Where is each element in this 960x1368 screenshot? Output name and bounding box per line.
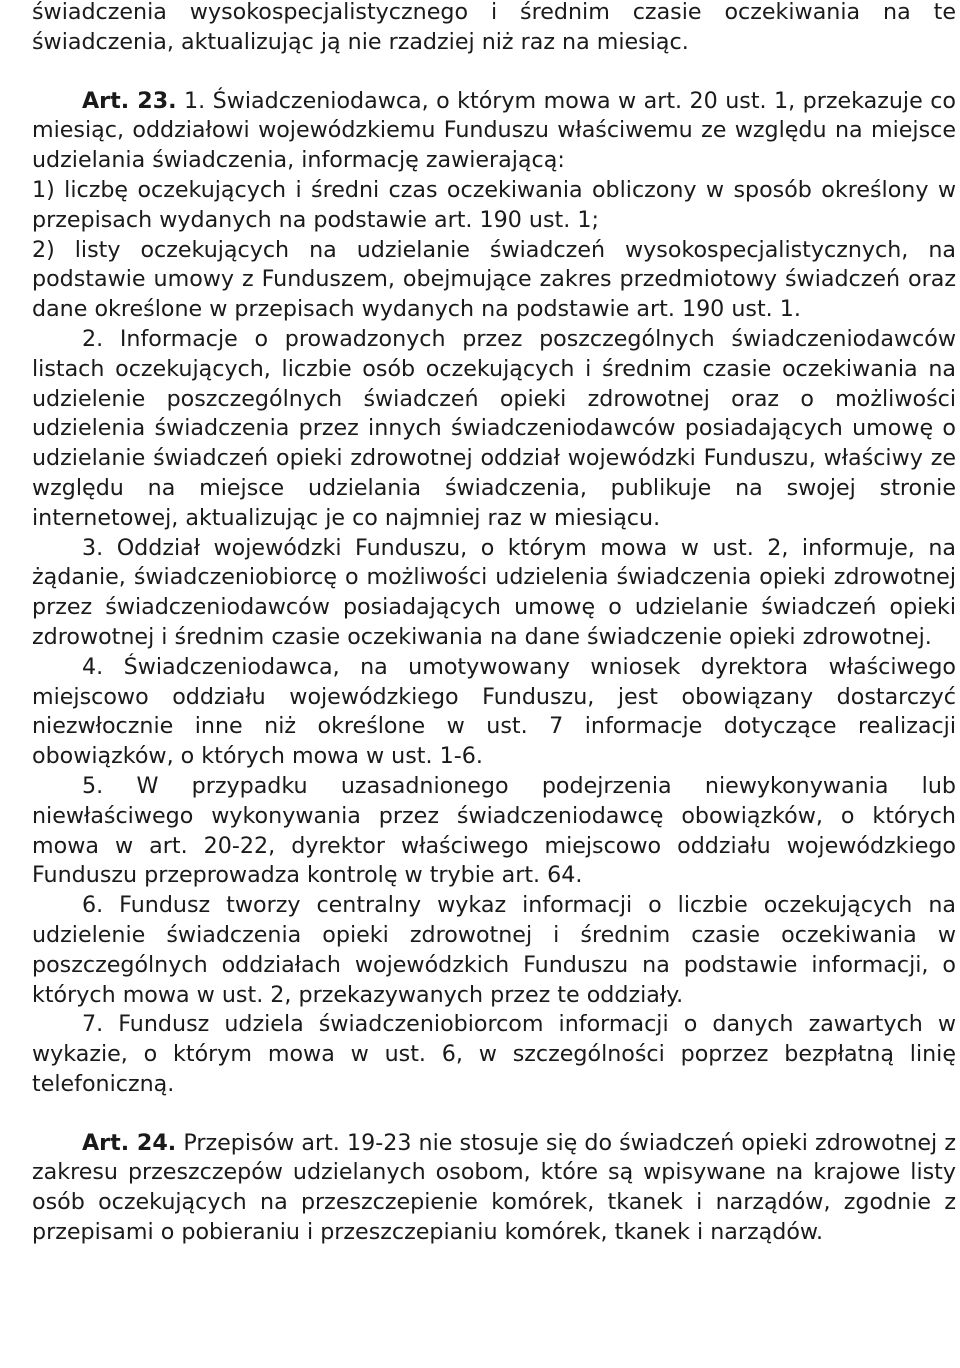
paragraph-number: 3.: [82, 534, 104, 561]
paragraph-text: Świadczeniodawca, na umotywowany wniosek dyrektora właściwego miejscowo oddziału wojewódzkiego Funduszu, jest obowiązany dostarczyć niezwłocznie inne niż określone w ust. 7 informacje dotyczące realizacji obowiązków, o których mowa w ust. 1-6.: [32, 653, 956, 770]
paragraph-text: Informacje o prowadzonych przez poszczególnych świadczeniodawców listach oczekujących, liczbie osób oczekujących i średnim czasie oczekiwania na udzielenie poszczególnych świadczeń opieki zdrowotnej oraz o możliwości udzielenia świadczenia przez innych świadczeniodawców posiadających umowę o udzielanie świadczeń opieki zdrowotnej oddział wojewódzki Funduszu, właściwy ze względu na miejsce udzielania świadczenia, publikuje na swojej stronie internetowej, aktualizując je co najmniej raz w miesiącu.: [32, 325, 956, 531]
article-23-label: Art. 23.: [82, 87, 177, 114]
article-23-paragraph-3: [32, 534, 956, 653]
article-23-paragraph-1: [32, 87, 956, 176]
paragraph-number: 2.: [82, 325, 104, 352]
article-23-paragraph-5: [32, 772, 956, 891]
article-23-paragraph-4: [32, 653, 956, 772]
paragraph-number: 1.: [184, 87, 206, 114]
paragraph-number: 7.: [82, 1011, 104, 1038]
paragraph-continuation: [32, 0, 956, 58]
list-item-2: [32, 236, 956, 325]
list-item-number: 1): [32, 176, 55, 203]
paragraph-number: 6.: [82, 892, 104, 919]
document-page: [32, 0, 956, 1248]
paragraph-text: Fundusz udziela świadczeniobiorcom informacji o danych zawartych w wykazie, o którym mowa w ust. 6, w szczególności poprzez bezpłatną linię telefoniczną.: [32, 1011, 956, 1097]
list-item-text: liczbę oczekujących i średni czas oczekiwania obliczony w sposób określony w przepisach wydanych na podstawie art. 190 ust. 1;: [32, 176, 956, 233]
list-item-number: 2): [32, 236, 55, 263]
paragraph-number: 5.: [82, 772, 104, 799]
article-24-paragraph: [32, 1129, 956, 1248]
paragraph-text: Oddział wojewódzki Funduszu, o którym mowa w ust. 2, informuje, na żądanie, świadczeniobiorcę o możliwości udzielenia świadczenia opieki zdrowotnej przez świadczeniodawców posiadających umowę o udzielanie świadczeń opieki zdrowotnej i średnim czasie oczekiwania na dane świadczenie opieki zdrowotnej.: [32, 534, 956, 650]
paragraph-text: W przypadku uzasadnionego podejrzenia niewykonywania lub niewłaściwego wykonywania przez świadczeniodawcę obowiązków, o których mowa w art. 20-22, dyrektor właściwego miejscowo oddziału wojewódzkiego Funduszu przeprowadza kontrolę w trybie art. 64.: [32, 772, 956, 889]
paragraph-text: Fundusz tworzy centralny wykaz informacji o liczbie oczekujących na udzielenie świadczenia opieki zdrowotnej i średnim czasie oczekiwania w poszczególnych oddziałach wojewódzkich Funduszu na podstawie informacji, o których mowa w ust. 2, przekazywanych przez te oddziały.: [32, 892, 956, 1008]
paragraph-number: 4.: [82, 653, 104, 680]
list-item-1: [32, 176, 956, 236]
article-23-paragraph-6: [32, 891, 956, 1010]
list-item-text: listy oczekujących na udzielanie świadczeń wysokospecjalistycznych, na podstawie umowy z Funduszem, obejmujące zakres przedmiotowy świadczeń oraz dane określone w przepisach wydanych na podstawie art. 190 ust. 1.: [32, 236, 956, 323]
paragraph-text: świadczenia wysokospecjalistycznego i średnim czasie oczekiwania na te świadczenia, aktualizując ją nie rzadziej niż raz na miesiąc.: [32, 0, 956, 55]
article-23-paragraph-2: [32, 325, 956, 534]
article-24-label: Art. 24.: [82, 1129, 177, 1156]
paragraph-text: Przepisów art. 19-23 nie stosuje się do świadczeń opieki zdrowotnej z zakresu przeszczepów udzielanych osobom, które są wpisywane na krajowe listy osób oczekujących na przeszczepienie komórek, tkanek i narządów, zgodnie z przepisami o pobieraniu i przeszczepianiu komórek, tkanek i narządów.: [32, 1129, 956, 1246]
article-23-paragraph-7: [32, 1010, 956, 1099]
paragraph-text: Świadczeniodawca, o którym mowa w art. 20 ust. 1, przekazuje co miesiąc, oddziałowi wojewódzkiemu Funduszu właściwemu ze względu na miejsce udzielania świadczenia, informację zawierającą:: [32, 87, 956, 174]
